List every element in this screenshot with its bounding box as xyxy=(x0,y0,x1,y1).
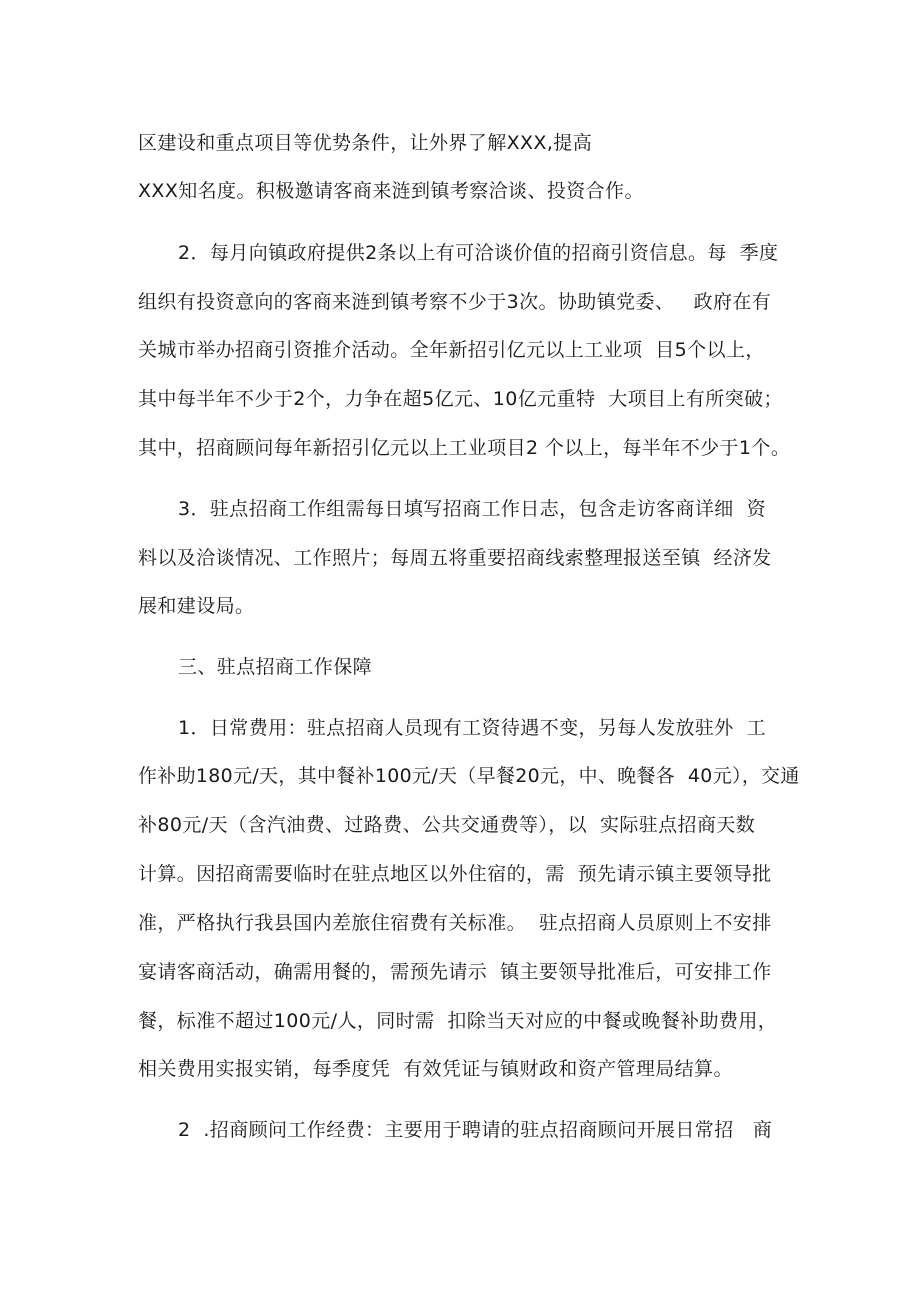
section-heading: 三、驻点招商工作保障 xyxy=(178,656,373,678)
text-line-20: 2 .招商顾问工作经费：主要用于聘请的驻点招商顾问开展日常招 商 xyxy=(178,1119,773,1141)
text-line-17: 宴请客商活动，确需用餐的，需预先请示 镇主要领导批准后，可安排工作 xyxy=(138,961,772,983)
text-line-1: 区建设和重点项目等优势条件，让外界了解XXX,提高 xyxy=(138,132,593,154)
text-line-2: XXX知名度。积极邀请客商来涟到镇考察洽谈、投资合作。 xyxy=(138,180,644,202)
text-line-12: 1．日常费用：驻点招商人员现有工资待遇不变，另每人发放驻外 工 xyxy=(178,717,766,739)
text-line-10: 展和建设局。 xyxy=(138,595,255,617)
text-line-4: 组织有投资意向的客商来涟到镇考察不少于3次。协助镇党委、 政府在有 xyxy=(138,291,772,313)
text-line-16: 准，严格执行我县国内差旅住宿费有关标准。 驻点招商人员原则上不安排 xyxy=(138,912,772,934)
text-line-3: 2．每月向镇政府提供2条以上有可洽谈价值的招商引资信息。每 季度 xyxy=(178,242,779,264)
text-line-13: 作补助180元/天，其中餐补100元/天（早餐20元，中、晚餐各 40元），交通 xyxy=(138,765,800,787)
text-line-15: 计算。因招商需要临时在驻点地区以外住宿的，需 预先请示镇主要领导批 xyxy=(138,863,772,885)
text-line-5: 关城市举办招商引资推介活动。全年新招引亿元以上工业项 目5个以上， xyxy=(138,339,765,361)
text-line-7: 其中，招商顾问每年新招引亿元以上工业项目2 个以上，每半年不少于1个。 xyxy=(138,437,791,459)
text-line-9: 料以及洽谈情况、工作照片；每周五将重要招商线索整理报送至镇 经济发 xyxy=(138,547,772,569)
text-line-14: 补80元/天（含汽油费、过路费、公共交通费等），以 实际驻点招商天数 xyxy=(138,814,756,836)
text-line-19: 相关费用实报实销，每季度凭 有效凭证与镇财政和资产管理局结算。 xyxy=(138,1058,733,1080)
text-line-18: 餐，标准不超过100元/人，同时需 扣除当天对应的中餐或晚餐补助费用， xyxy=(138,1010,778,1032)
text-line-6: 其中每半年不少于2个，力争在超5亿元、10亿元重特 大项目上有所突破； xyxy=(138,388,783,410)
text-line-8: 3．驻点招商工作组需每日填写招商工作日志，包含走访客商详细 资 xyxy=(178,498,766,520)
